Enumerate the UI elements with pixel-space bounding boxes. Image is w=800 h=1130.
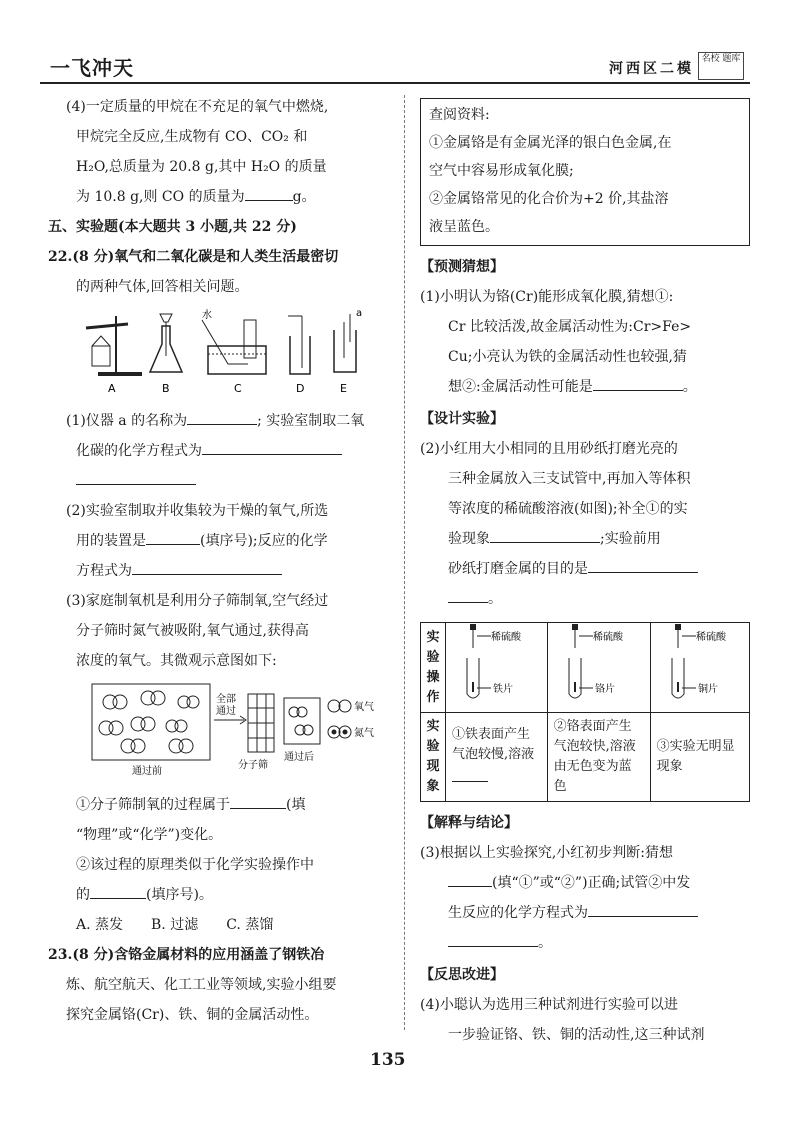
after-box: [284, 698, 320, 744]
through-label-1: 全部: [216, 694, 236, 705]
q22-2-line1: (2)实验室制取并收集较为干燥的氧气,所选: [66, 503, 329, 519]
design-line6: [420, 584, 750, 614]
section-5-title: 五、实验题(本大题共 3 小题,共 22 分): [48, 219, 297, 235]
predict-line4: [420, 372, 750, 402]
heading-reflect: 【反思改进】: [420, 967, 504, 983]
heading-predict: 【预测猜想】: [420, 259, 504, 275]
experiment-table: [420, 622, 750, 802]
metal-label-3: 铜片: [697, 684, 718, 695]
explain-text: (填“①”或“②”)正确;试管②中发: [492, 875, 691, 891]
q22-3b-text: 的: [76, 887, 90, 903]
ref-title: 查阅资料:: [429, 107, 490, 123]
q22-2-text3: 方程式为: [76, 563, 132, 579]
q22-2-line2: [48, 526, 393, 556]
acid-label-3: 稀硫酸: [695, 632, 726, 643]
before-molecules: [99, 691, 199, 753]
legend-n2-icon: [328, 726, 351, 738]
q22-1-text2: ; 实验室制取二氧: [257, 413, 365, 429]
q22-3-line3: 浓度的氧气。其微观示意图如下:: [76, 653, 277, 669]
design-text3: 砂纸打磨金属的目的是: [448, 561, 588, 577]
answer-blank[interactable]: [452, 765, 488, 782]
apparatus-figure: [78, 306, 378, 396]
answer-blank[interactable]: [490, 526, 600, 543]
answer-blank[interactable]: [448, 586, 488, 603]
q22-intro-line2: 的两种气体,回答相关问题。: [76, 279, 249, 295]
answer-blank[interactable]: [448, 930, 538, 947]
q22-1-line2: [48, 436, 393, 466]
brand-logo-text: 一飞冲天: [50, 56, 134, 80]
predict-end: 。: [682, 379, 697, 395]
test-tube-3: [652, 624, 748, 704]
explain-line3: [420, 898, 750, 928]
answer-blank[interactable]: [588, 556, 698, 573]
answer-blank[interactable]: [132, 558, 282, 575]
q22-3-line1: (3)家庭制氧机是利用分子筛制氧,空气经过: [66, 593, 329, 609]
left-column: [48, 92, 393, 1030]
legend-n2-label: 氮气: [354, 728, 374, 739]
q22-3a-line1: [48, 790, 393, 820]
reflect-line2: 一步验证铬、铁、铜的活动性,这三种试剂: [448, 1027, 705, 1043]
test-tube-1: [447, 624, 543, 704]
answer-blank[interactable]: [245, 184, 293, 201]
before-label: 通过前: [132, 766, 162, 777]
row-head-observation: 实验现象: [421, 713, 446, 802]
through-label-2: 通过: [216, 706, 236, 717]
option-c[interactable]: C. 蒸馏: [226, 917, 274, 933]
legend-o2-label: 氧气: [354, 702, 374, 713]
observation-2: ②铬表面产生气泡较快,溶液由无色变为蓝色: [547, 713, 650, 802]
row-head-operation: 实验操作: [421, 623, 446, 713]
q22-3b-line2: [48, 880, 393, 910]
answer-blank[interactable]: [202, 438, 342, 455]
q22-3a-line2: “物理”或“化学”)变化。: [76, 827, 223, 843]
heading-design: 【设计实验】: [420, 411, 504, 427]
q21-4-line4: [48, 182, 393, 212]
right-column: [420, 98, 750, 1050]
label-e: E: [340, 382, 347, 395]
q21-4-unit: g。: [292, 189, 316, 205]
sieve-label: 分子筛: [238, 760, 268, 771]
tube-3-cell: [650, 623, 749, 713]
explain-end: 。: [538, 935, 552, 951]
design-text: 验现象: [448, 531, 490, 547]
observation-1-text: ①铁表面产生气泡较慢,溶液: [452, 727, 535, 762]
answer-blank[interactable]: [448, 870, 492, 887]
answer-blank[interactable]: [90, 882, 146, 899]
predict-line1: (1)小明认为铬(Cr)能形成氧化膜,猜想①:: [420, 289, 674, 305]
ref-1-line1: ①金属铬是有金属光泽的银白色金属,在: [429, 135, 672, 151]
apparatus-c: [202, 308, 266, 374]
tube-2-cell: [547, 623, 650, 713]
label-d: D: [296, 382, 305, 395]
q23-intro-line2: 炼、航空航天、化工工业等领域,实验小组要: [66, 977, 337, 993]
molecular-sieve-diagram: [88, 680, 388, 780]
q21-4-line3: H₂O,总质量为 20.8 g,其中 H₂O 的质量: [76, 159, 327, 175]
reference-box: [420, 98, 750, 246]
acid-label-1: 稀硫酸: [491, 632, 521, 643]
reflect-line1: (4)小聪认为选用三种试剂进行实验可以进: [420, 997, 678, 1013]
q22-2-text2: (填序号);反应的化学: [200, 533, 328, 549]
q22-1-text3: 化碳的化学方程式为: [76, 443, 202, 459]
ref-2-line2: 液呈蓝色。: [429, 219, 499, 235]
options-row: [48, 910, 393, 940]
design-line1: (2)小红用大小相同的且用砂纸打磨光亮的: [420, 441, 678, 457]
label-a: A: [108, 382, 116, 395]
tube-1-cell: [446, 623, 548, 713]
q21-4-text: 为 10.8 g,则 CO 的质量为: [76, 189, 245, 205]
design-line2: 三种金属放入三支试管中,再加入等体积: [448, 471, 691, 487]
explain-line2: [420, 868, 750, 898]
answer-blank[interactable]: [588, 900, 698, 917]
q21-4-line1: (4)一定质量的甲烷在不充足的氧气中燃烧,: [66, 99, 329, 115]
q22-3b-text2: (填序号)。: [146, 887, 213, 903]
option-b[interactable]: B. 过滤: [151, 917, 199, 933]
answer-blank[interactable]: [230, 792, 286, 809]
q22-1-line3: [48, 466, 393, 496]
legend-o2-icon: [328, 700, 351, 712]
after-label: 通过后: [284, 752, 314, 763]
label-b: B: [162, 382, 170, 395]
label-c: C: [234, 382, 242, 395]
option-a[interactable]: A. 蒸发: [76, 917, 124, 933]
q22-3a-text2: (填: [286, 797, 306, 813]
design-line3: 等浓度的稀硫酸溶液(如图);补全①的实: [448, 501, 688, 517]
q22-1-line1: [48, 406, 393, 436]
apparatus-b: [150, 314, 182, 372]
metal-label-2: 铬片: [594, 684, 615, 695]
q22-intro-line1: [48, 242, 393, 272]
answer-blank[interactable]: [146, 528, 200, 545]
acid-label-2: 稀硫酸: [592, 632, 623, 643]
explain-line4: [420, 928, 750, 958]
predict-text: 想②:金属活动性可能是: [448, 379, 593, 395]
design-text2: ;实验前用: [600, 531, 661, 547]
predict-line3: Cu;小亮认为铁的金属活动性也较强,猜: [448, 349, 687, 365]
metal-label-1: 铁片: [493, 684, 513, 695]
test-tube-2: [549, 624, 645, 704]
page-header: [40, 52, 750, 84]
ref-2-line1: ②金属铬常见的化合价为+2 价,其盐溶: [429, 191, 669, 207]
ref-1-line2: 空气中容易形成氧化膜;: [429, 163, 574, 179]
q22-3a-text: ①分子筛制氧的过程属于: [76, 797, 230, 813]
observation-1: [446, 713, 548, 802]
answer-blank[interactable]: [76, 468, 196, 485]
design-end: 。: [488, 591, 502, 607]
answer-blank[interactable]: [593, 374, 683, 391]
predict-line2: Cr 比较活泼,故金属活动性为:Cr>Fe>: [448, 319, 692, 335]
q23-intro-line1: 23.(8 分)含铬金属材料的应用涵盖了钢铁冶: [48, 947, 325, 963]
apparatus-a: [86, 316, 142, 376]
q21-4-line2: 甲烷完全反应,生成物有 CO、CO₂ 和: [76, 129, 308, 145]
q22-2-line3: [48, 556, 393, 586]
answer-blank[interactable]: [187, 408, 257, 425]
q22-intro-text: 22.(8 分)氧气和二氧化碳是和人类生活最密切: [48, 249, 339, 265]
q22-3b-line1: ②该过程的原理类似于化学实验操作中: [76, 857, 314, 873]
page-number: 135: [370, 1050, 406, 1070]
column-divider: [404, 95, 405, 1030]
q22-1-text: (1)仪器 a 的名称为: [66, 413, 188, 429]
apparatus-d: [288, 316, 310, 374]
explain-text2: 生反应的化学方程式为: [448, 905, 588, 921]
apparatus-e: [334, 308, 362, 372]
q22-3-line2: 分子筛时氮气被吸附,氧气通过,获得高: [76, 623, 309, 639]
sieve-grid: [248, 694, 274, 752]
q23-intro-line3: 探究金属铬(Cr)、铁、铜的金属活动性。: [66, 1007, 319, 1023]
observation-3: ③实验无明显现象: [650, 713, 749, 802]
design-line4: [420, 524, 750, 554]
heading-explain: 【解释与结论】: [420, 815, 518, 831]
corner-stamp: 名校 题库: [698, 52, 744, 80]
instrument-a-mark: a: [356, 308, 363, 319]
design-line5: [420, 554, 750, 584]
q22-2-text: 用的装置是: [76, 533, 146, 549]
water-label: 水: [202, 310, 212, 321]
exam-tag: 河西区二模: [609, 61, 694, 77]
explain-line1: (3)根据以上实验探究,小红初步判断:猜想: [420, 845, 673, 861]
